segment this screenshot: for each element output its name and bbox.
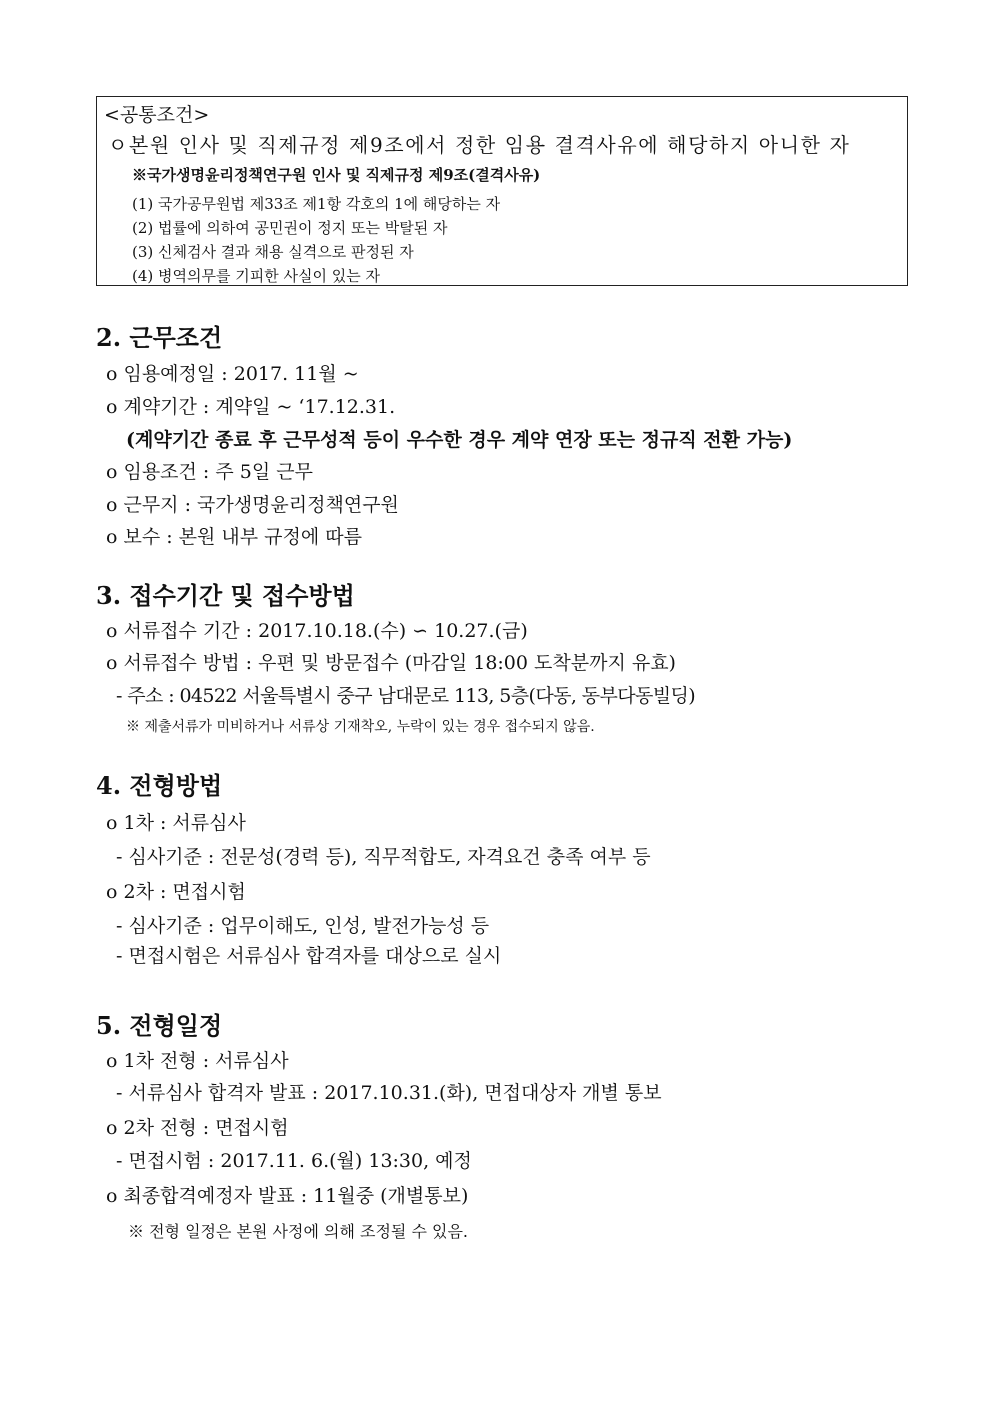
application-period: o 서류접수 기간 : 2017.10.18.(수) ∽ 10.27.(금) — [106, 620, 528, 642]
section-heading-schedule: 5. 전형일정 — [96, 1011, 223, 1040]
first-stage: o 1차 : 서류심사 — [106, 812, 246, 834]
section-heading-work-conditions: 2. 근무조건 — [96, 323, 223, 352]
appointment-date: o 임용예정일 : 2017. 11월 ~ — [106, 363, 359, 385]
conditions-main: ㅇ본원 인사 및 직제규정 제9조에서 정한 임용 결격사유에 해당하지 아니한 자 — [108, 133, 851, 157]
schedule-first-result: - 서류심사 합격자 발표 : 2017.10.31.(화), 면접대상자 개별 통보 — [116, 1082, 662, 1104]
section-heading-selection-method: 4. 전형방법 — [96, 771, 223, 800]
application-note: ※ 제출서류가 미비하거나 서류상 기재착오, 누락이 있는 경우 접수되지 않음. — [126, 719, 595, 735]
section-heading-application: 3. 접수기간 및 접수방법 — [96, 581, 355, 610]
schedule-final-announcement: o 최종합격예정자 발표 : 11월중 (개별통보) — [106, 1185, 469, 1207]
contract-period: o 계약기간 : 계약일 ~ ‘17.12.31. — [106, 396, 396, 418]
conditions-item-4: (4) 병역의무를 기피한 사실이 있는 자 — [132, 267, 380, 285]
application-address: - 주소 : 04522 서울특별시 중구 남대문로 113, 5층(다동, 동부다동빌딩) — [116, 685, 696, 707]
conditions-item-1: (1) 국가공무원법 제33조 제1항 각호의 1에 해당하는 자 — [132, 195, 501, 213]
application-method: o 서류접수 방법 : 우편 및 방문접수 (마감일 18:00 도착분까지 유효) — [106, 652, 676, 674]
first-stage-criteria: - 심사기준 : 전문성(경력 등), 직무적합도, 자격요건 충족 여부 등 — [116, 846, 651, 868]
second-stage-criteria: - 심사기준 : 업무이해도, 인성, 발전가능성 등 — [116, 915, 490, 937]
appointment-condition: o 임용조건 : 주 5일 근무 — [106, 461, 313, 483]
work-location: o 근무지 : 국가생명윤리정책연구원 — [106, 494, 399, 516]
schedule-second-stage: o 2차 전형 : 면접시험 — [106, 1117, 289, 1139]
conditions-title: <공통조건> — [104, 104, 210, 126]
conditions-item-2: (2) 법률에 의하여 공민권이 정지 또는 박탈된 자 — [132, 219, 448, 237]
conditions-note-title: ※국가생명윤리정책연구원 인사 및 직제규정 제9조(결격사유) — [132, 166, 541, 184]
salary: o 보수 : 본원 내부 규정에 따름 — [106, 526, 362, 548]
conditions-item-3: (3) 신체검사 결과 채용 실격으로 판정된 자 — [132, 243, 414, 261]
contract-extension-note: (계약기간 종료 후 근무성적 등이 우수한 경우 계약 연장 또는 정규직 전환 가능) — [126, 429, 793, 451]
schedule-note: ※ 전형 일정은 본원 사정에 의해 조정될 수 있음. — [128, 1222, 468, 1241]
interview-target: - 면접시험은 서류심사 합격자를 대상으로 실시 — [116, 945, 502, 967]
schedule-interview: - 면접시험 : 2017.11. 6.(월) 13:30, 예정 — [116, 1150, 472, 1172]
schedule-first-stage: o 1차 전형 : 서류심사 — [106, 1050, 289, 1072]
second-stage: o 2차 : 면접시험 — [106, 881, 246, 903]
